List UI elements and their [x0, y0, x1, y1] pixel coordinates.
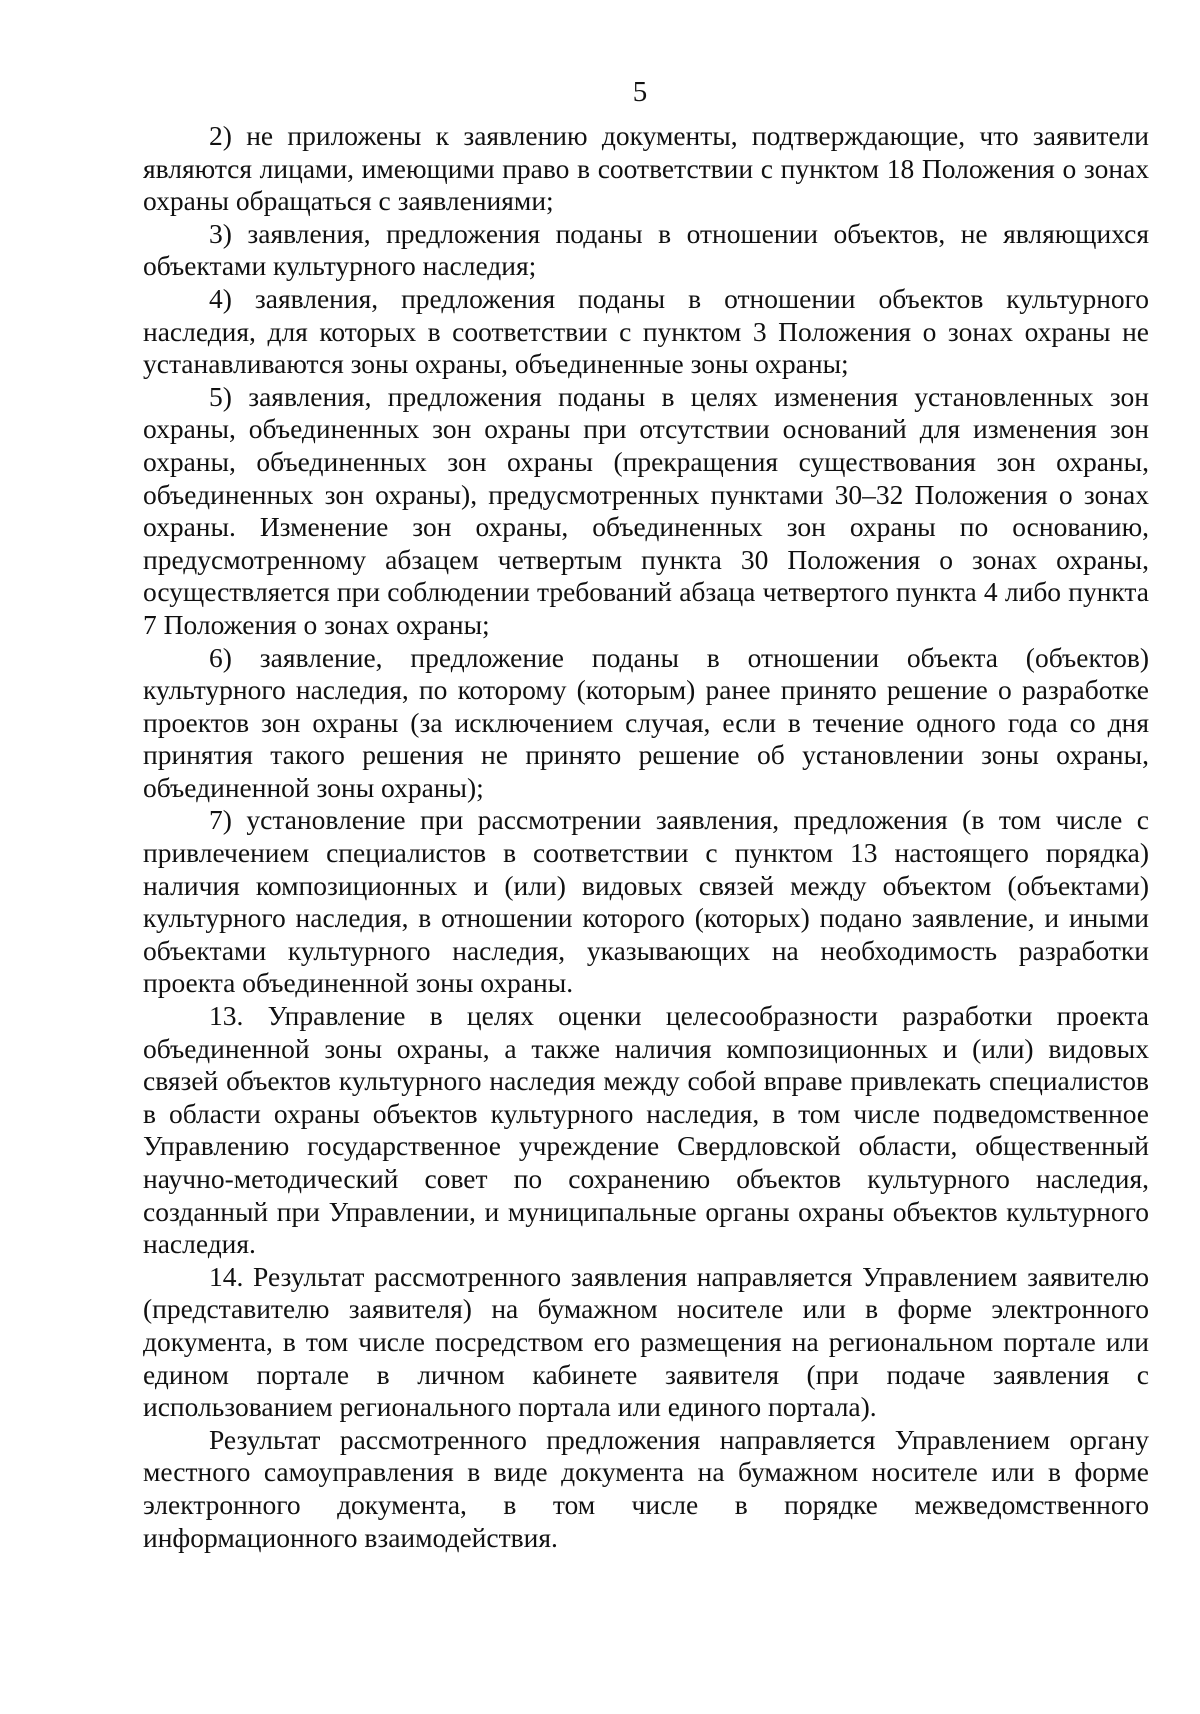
paragraph-item-7: 7) установление при рассмотрении заявления, предложения (в том числе с привлечением специалистов в соответствии с пунктом 13 настоящего порядка) наличия композиционных и (или) видовых связей между объектом (объектами) культурного наследия, в отношении которого (которых) подано заявление, и иными объектами культурного наследия, указывающих на необходимость разработки проекта объединенной зоны охраны.	[143, 804, 1149, 999]
document-body	[143, 120, 1149, 1554]
paragraph-item-2: 2) не приложены к заявлению документы, подтверждающие, что заявители являются лицами, имеющими право в соответствии с пунктом 18 Положения о зонах охраны обращаться с заявлениями;	[143, 120, 1149, 217]
paragraph-item-5: 5) заявления, предложения поданы в целях изменения установленных зон охраны, объединенных зон охраны при отсутствии оснований для изменения зон охраны, объединенных зон охраны (прекращения существования зон охраны, объединенных зон охраны), предусмотренных пунктами 30–32 Положения о зонах охраны. Изменение зон охраны, объединенных зон охраны по основанию, предусмотренному абзацем четвертым пункта 30 Положения о зонах охраны, осуществляется при соблюдении требований абзаца четвертого пункта 4 либо пункта 7 Положения о зонах охраны;	[143, 380, 1149, 640]
paragraph-section-13: 13. Управление в целях оценки целесообразности разработки проекта объединенной зоны охраны, а также наличия композиционных и (или) видовых связей объектов культурного наследия между собой вправе привлекать специалистов в области охраны объектов культурного наследия, в том числе подведомственное Управлению государственное учреждение Свердловской области, общественный научно-методический совет по сохранению объектов культурного наследия, созданный при Управлении, и муниципальные органы охраны объектов культурного наследия.	[143, 1000, 1149, 1260]
paragraph-proposal-result: Результат рассмотренного предложения направляется Управлением органу местного самоуправления в виде документа на бумажном носителе или в форме электронного документа, в том числе в порядке межведомственного информационного взаимодействия.	[143, 1423, 1149, 1553]
paragraph-item-4: 4) заявления, предложения поданы в отношении объектов культурного наследия, для которых в соответствии с пунктом 3 Положения о зонах охраны не устанавливаются зоны охраны, объединенные зоны охраны;	[143, 282, 1149, 380]
paragraph-item-6: 6) заявление, предложение поданы в отношении объекта (объектов) культурного наследия, по которому (которым) ранее принято решение о разработке проектов зон охраны (за исключением случая, если в течение одного года со дня принятия такого решения не принято решение об установлении зоны охраны, объединенной зоны охраны);	[143, 641, 1149, 803]
page-number: 5	[632, 76, 648, 108]
paragraph-item-3: 3) заявления, предложения поданы в отношении объектов, не являющихся объектами культурного наследия;	[143, 217, 1149, 282]
paragraph-section-14: 14. Результат рассмотренного заявления направляется Управлением заявителю (представителю заявителя) на бумажном носителе или в форме электронного документа, в том числе посредством его размещения на региональном портале или едином портале в личном кабинете заявителя (при подаче заявления с использованием регионального портала или единого портала).	[143, 1260, 1149, 1423]
